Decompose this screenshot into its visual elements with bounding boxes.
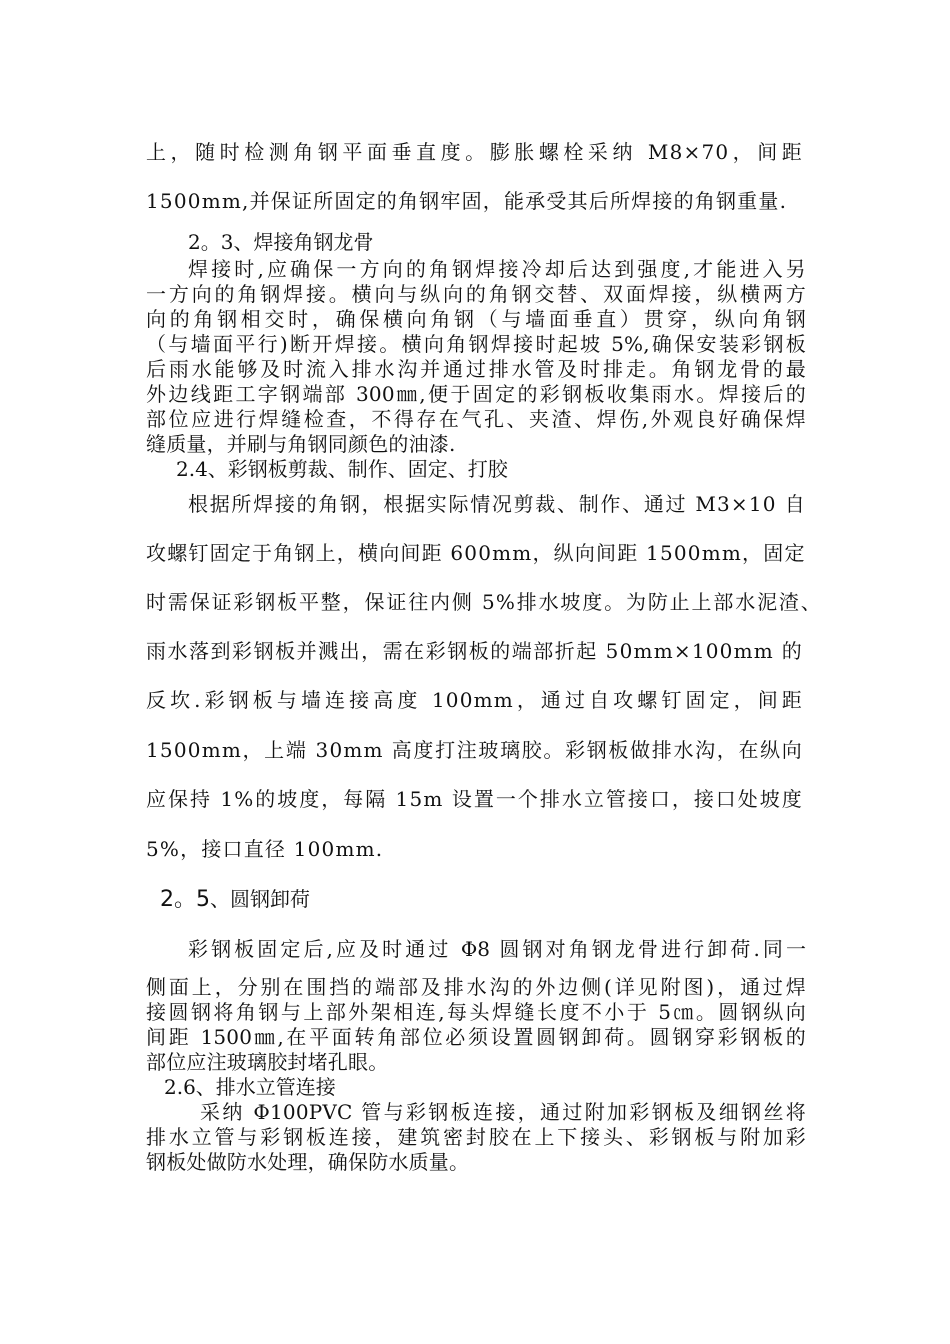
paragraph-line: 焊接时,应确保一方向的角钢焊接冷却后达到强度,才能进入另	[188, 257, 806, 281]
paragraph-line: 反坎.彩钢板与墙连接高度 100mm，通过自攻螺钉固定，间距	[146, 688, 803, 712]
paragraph-line: 时需保证彩钢板平整，保证往内侧 5%排水坡度。为防止上部水泥渣、	[146, 590, 822, 614]
paragraph-line: 攻螺钉固定于角钢上，横向间距 600mm，纵向间距 1500mm，固定	[146, 541, 806, 565]
paragraph-line: 后雨水能够及时流入排水沟并通过排水管及时排走。角钢龙骨的最	[146, 357, 806, 381]
paragraph-line: 接圆钢将角钢与上部外架相连,每头焊缝长度不小于 5㎝。圆钢纵向	[146, 1000, 806, 1024]
paragraph-line: 部位应进行焊缝检查，不得存在气孔、夹渣、焊伤,外观良好确保焊	[146, 407, 806, 431]
paragraph-line: 1500mm,并保证所固定的角钢牢固，能承受其后所焊接的角钢重量.	[146, 189, 788, 213]
paragraph-line: 向的角钢相交时，确保横向角钢（与墙面垂直）贯穿，纵向角钢	[146, 307, 806, 331]
section-heading-2-5	[160, 882, 950, 913]
paragraph-line: 5%，接口直径 100mm.	[146, 837, 384, 861]
paragraph-line: 应保持 1%的坡度，每隔 15m 设置一个排水立管接口，接口处坡度	[146, 787, 803, 811]
paragraph-line: 部位应注玻璃胶封堵孔眼。	[146, 1050, 389, 1074]
section-heading-2-3: 2。3、焊接角钢龙骨	[188, 230, 374, 254]
paragraph-line: 钢板处做防水处理，确保防水质量。	[146, 1150, 470, 1174]
paragraph-line: 缝质量，并刷与角钢同颜色的油漆.	[146, 432, 456, 456]
paragraph-line: 雨水落到彩钢板并溅出，需在彩钢板的端部折起 50mm×100mm 的	[146, 639, 803, 663]
paragraph-line: 侧面上，分别在围挡的端部及排水沟的外边侧(详见附图)，通过焊	[146, 975, 806, 999]
section-heading-2-6: 2.6、排水立管连接	[164, 1075, 336, 1099]
paragraph-line: 采纳 Φ100PVC 管与彩钢板连接，通过附加彩钢板及细钢丝将	[200, 1100, 806, 1124]
paragraph-line: （与墙面平行)断开焊接。横向角钢焊接时起坡 5%,确保安装彩钢板	[146, 332, 806, 356]
paragraph-line: 根据所焊接的角钢，根据实际情况剪裁、制作、通过 M3×10 自	[188, 492, 806, 516]
paragraph-line: 1500mm，上端 30mm 高度打注玻璃胶。彩钢板做排水沟，在纵向	[146, 738, 803, 762]
paragraph-line: 排水立管与彩钢板连接，建筑密封胶在上下接头、彩钢板与附加彩	[146, 1125, 806, 1149]
paragraph-line: 外边线距工字钢端部 300㎜,便于固定的彩钢板收集雨水。焊接后的	[146, 382, 806, 406]
paragraph-line: 间距 1500㎜,在平面转角部位必须设置圆钢卸荷。圆钢穿彩钢板的	[146, 1025, 806, 1049]
paragraph-line: 彩钢板固定后,应及时通过 Φ8 圆钢对角钢龙骨进行卸荷.同一	[188, 937, 806, 961]
section-number: 2。5	[160, 887, 210, 912]
section-heading-2-4: 2.4、彩钢板剪裁、制作、固定、打胶	[176, 457, 508, 481]
section-title: 、圆钢卸荷	[210, 887, 310, 911]
paragraph-line: 一方向的角钢焊接。横向与纵向的角钢交替、双面焊接，纵横两方	[146, 282, 806, 306]
paragraph-line: 上，随时检测角钢平面垂直度。膨胀螺栓采纳 M8×70，间距	[146, 140, 803, 164]
